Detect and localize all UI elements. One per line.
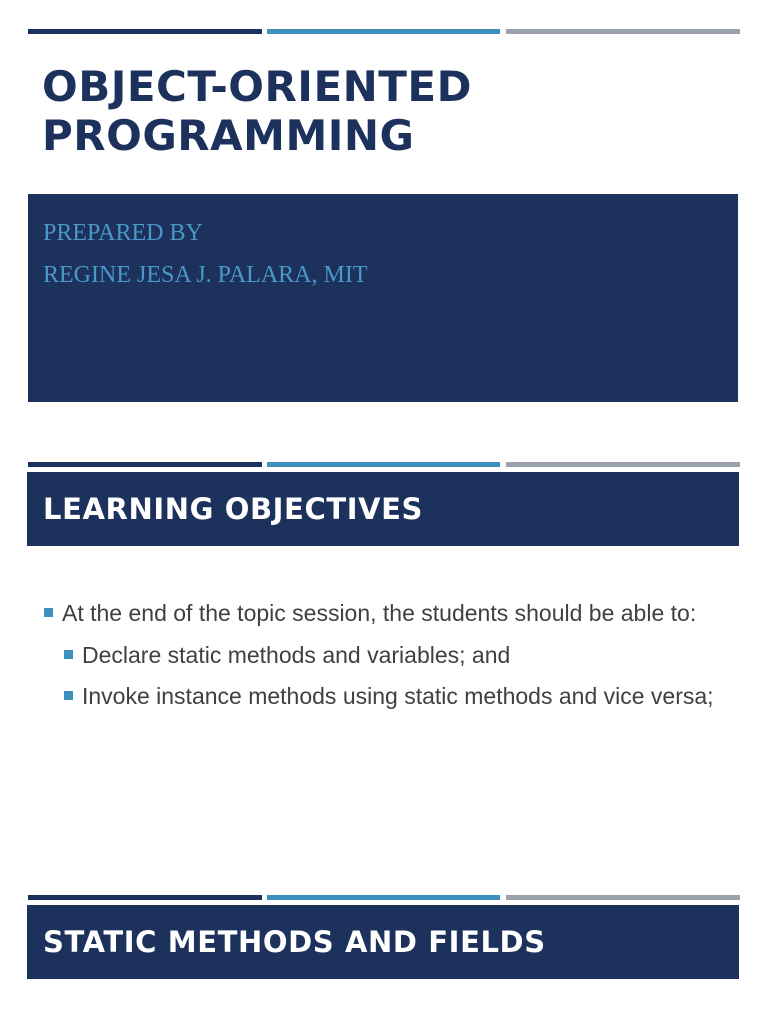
square-bullet-icon (64, 691, 73, 700)
accent-stripe-navy (28, 29, 262, 34)
static-methods-slide-accent-stripes (28, 895, 740, 900)
accent-stripe-navy (28, 462, 262, 467)
prepared-by-label: PREPARED BY (43, 220, 203, 246)
square-bullet-icon (44, 608, 53, 617)
static-methods-band (27, 905, 739, 979)
objectives-intro-text: At the end of the topic session, the students should be able to: (62, 600, 697, 626)
static-methods-heading: STATIC METHODS AND FIELDS (43, 925, 546, 959)
accent-stripe-gray (506, 895, 740, 900)
title-line-2: PROGRAMMING (42, 111, 415, 160)
accent-stripe-navy (28, 895, 262, 900)
list-item (64, 681, 724, 711)
square-bullet-icon (64, 650, 73, 659)
title-slide-accent-stripes (28, 29, 740, 34)
list-item (44, 598, 724, 628)
objectives-list (44, 598, 724, 711)
list-item (64, 640, 724, 670)
accent-stripe-teal (267, 462, 500, 467)
learning-objectives-heading: LEARNING OBJECTIVES (43, 492, 424, 526)
page-title (42, 62, 722, 160)
accent-stripe-gray (506, 29, 740, 34)
author-name: REGINE JESA J. PALARA, MIT (43, 262, 368, 288)
objectives-slide-accent-stripes (28, 462, 740, 467)
accent-stripe-gray (506, 462, 740, 467)
title-line-1: OBJECT-ORIENTED (42, 62, 472, 111)
author-box (28, 194, 738, 402)
objective-text: Declare static methods and variables; and (82, 642, 511, 668)
objective-text: Invoke instance methods using static methods and vice versa; (82, 683, 714, 709)
learning-objectives-band (27, 472, 739, 546)
accent-stripe-teal (267, 29, 500, 34)
accent-stripe-teal (267, 895, 500, 900)
